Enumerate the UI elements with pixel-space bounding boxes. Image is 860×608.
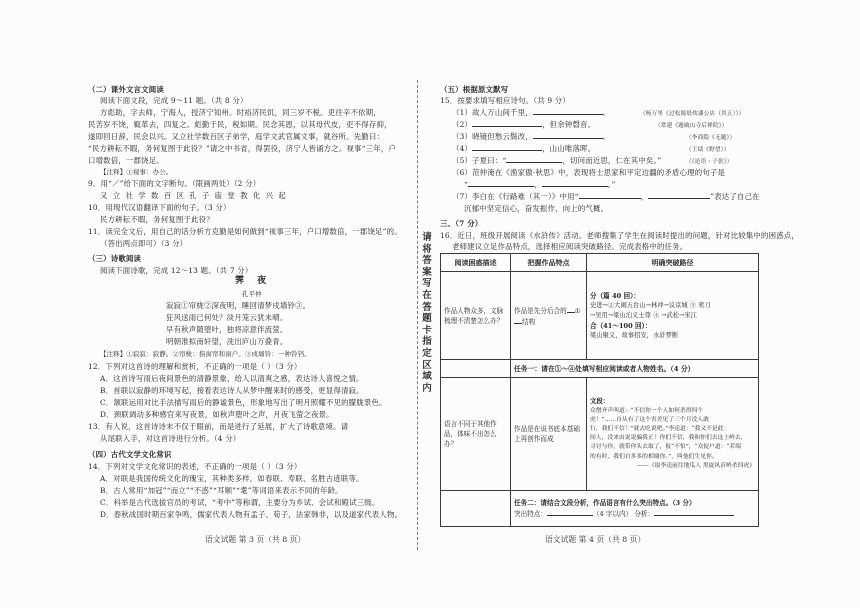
- table-row: [441, 272, 759, 360]
- task-one: 任务一：请在①～④处填写相应阅读或者人物姓名。（4 分）: [511, 360, 759, 378]
- row1-feature: 作品是先分后合的 ①结构: [511, 272, 587, 360]
- classical-text-line: 口增数倍，一郡饶足。: [88, 156, 164, 165]
- classical-text-line: 方彪助，字去师，宁海人，授济宁知州。时裕济民饥，同三岁不税。吏往辛不依期，: [100, 108, 381, 117]
- section-three-label: 三、（7 分）: [440, 219, 483, 228]
- right-page-footer: 语文试题 第 4 页（共 8 页）: [545, 535, 646, 544]
- question-14-option: C．科举是古代选拔官员的考试，“考中”等称谓，主要分为乡试、会试和殿试三级。: [100, 498, 380, 507]
- question-10-sentence: 民方耕耘不暇，务何复图于此役？: [100, 215, 214, 224]
- poem-line: 狂风送雨已何处？淡月笼云犹未晴。: [166, 313, 288, 322]
- question-12-option: A．这首诗写雨后夜间景色的清静景象，给人以清爽之感，表达诗人喜悦之情。: [100, 374, 364, 383]
- poem-line: 早有秋声随堕叶，独将凉意伴流萤。: [166, 325, 288, 334]
- q15-item-3-source: （李商隐《无题》）: [686, 135, 736, 141]
- q15-item-5-source: （《论语・子张》）: [686, 159, 733, 165]
- q15-item-1-source: （杨万里《过松源晨炊漆公店（其五）》）: [640, 111, 745, 117]
- question-12-option: C．颔联运用对比手法描写雨后的静谧景色，形象地写出了明月照耀不见的朦胧景色。: [100, 398, 387, 407]
- section-three-heading: （三）诗歌阅读: [88, 254, 142, 263]
- table-header-cell: 把握作品特点: [511, 254, 587, 272]
- reading-table: [440, 253, 759, 527]
- question-16-line: 16．近日，班级开展阅读《水浒传》活动。老师搜集了学生在阅读时提出的问题，针对比较集中的困惑点，: [440, 231, 799, 240]
- question-15: 15．按要求填写相应诗句。（共 9 分）: [440, 96, 570, 105]
- q15-item-2-source: （常建《题破山寺后禅院》）: [655, 123, 728, 129]
- section-two-heading: （二）课外文言文阅读: [88, 85, 164, 94]
- q15-item-6-answer: “ ， 。”: [464, 180, 616, 189]
- q15-item-3: （3）晓镜但愁云鬓改， 。: [452, 132, 611, 141]
- q15-item-4: （4） ，山山唯落晖。: [452, 144, 596, 153]
- page-divider: [417, 80, 418, 550]
- table-row: [441, 378, 759, 490]
- section-five-heading: （五）根据原文默写: [440, 85, 509, 94]
- section-two-instruction: 阅读下面文段，完成 9～11 题。（共 8 分）: [100, 96, 248, 105]
- question-10: 10．用现代汉语翻译下面的句子。（3 分）: [88, 203, 231, 212]
- q15-item-7-line: （7）李白在《行路难（其一）》中用“ ， ”表达了自己在: [452, 192, 760, 201]
- left-page-footer: 语文试题 第 3 页（共 8 页）: [205, 535, 306, 544]
- question-13-line: 13．有人说，这首诗诗末不仅于眼前，而是进行了延展，扩大了诗歌意境。请: [88, 422, 349, 431]
- row1-confusion: 作品人物众多，文脉梳理不清楚怎么办？: [441, 272, 511, 360]
- classical-text-line: “民方耕耘不暇，务何复图于此役？”请之中书省，得罢役，济宁人皆诵方之。视事“三年，户: [88, 144, 396, 153]
- poem-line: 寂寂①帘栊②深夜明，睡回清梦戍墙铃③。: [166, 301, 311, 310]
- question-12-option: B．首联以寂静的环境写起，接着表达诗人从梦中醒来时的感受，更显得清寂。: [100, 386, 364, 395]
- question-9: 9．用“／”给下面的文字断句。（限画两处）（2 分）: [88, 179, 261, 188]
- q15-item-1: （1）故人万山间千里， 。: [452, 108, 611, 117]
- section-three-instruction: 阅读下面诗歌，完成 12～13 题。（共 7 分）: [100, 266, 253, 275]
- q15-item-5: （5）子夏曰：“ ，切问而近思，仁在其中矣。”: [452, 156, 662, 165]
- question-12: 12．下列对这首诗的理解和赏析，不正确的一项是（ ）（3 分）: [88, 362, 302, 371]
- table-row: [441, 490, 759, 526]
- q15-item-7-line: 沉郁中坚定信心，奋发振作，向上的气概。: [464, 204, 609, 213]
- poem-line: 明朝准拟南轩望，洗出庐山万叠青。: [166, 337, 288, 346]
- table-header-cell: 明确突破路径: [587, 254, 759, 272]
- poem-notes: 【注释】①寂寂：寂静。②帘栊：指窗帘和窗户。③戍墙铃：一种铃铛。: [100, 350, 311, 358]
- poem-title: 霁 夜: [235, 276, 272, 286]
- question-14-option: B．古人常用“加冠”“而立”“不惑”“耳顺”“耄”等词语来表示不同的年龄。: [100, 486, 343, 495]
- row1-path: 分（篇 40 回）： 史进→②大闹五台山→林冲→议京城 ⑤ 卖刀 →吴用→梁山泊义士尊 ④ →武松→宋江 合（41～100 回）： 梁山聚义，故事招安，水浒梦断: [587, 272, 759, 360]
- question-13-line: 从尾联入手，对这首诗进行分析。（4 分）: [100, 434, 241, 443]
- classical-text-line: 民苦岁不饶，辄革去，四复之。彪勤于民，税如期。民念其恩，以其母代皮，吏不得存抑，: [88, 120, 392, 129]
- task-two: 任务二：请结合文段分析，作品语言有什么突出特点。（3 分） 突出特点： （4 字以内） 分析：: [511, 490, 759, 526]
- q15-item-6-line: （6）范仲淹在《渔家傲·秋思》中，表现将士思家和平定边疆的矛盾心理的句子是: [452, 168, 726, 177]
- row2-passage: 文段： 众僧齐声叫道：“不信你一个人如何杀得四个 虎！”……自从有了这个害差见了三个月没人敢 行，我们不信！”就去吃说吧。”李逵道：“我又不是此 间人，没来由说说骗我正！你们不信，我和你们去这上岭去， 寻讨与你，就带你头去取了，报“不怕”，“众捉户道：“若端 的有时，我们自多多的相谢你。”，叫他们生见你。 ——《取李逵前往地瓜人 黑旋风沂岭杀四虎》: [587, 378, 759, 490]
- classical-text-line: 遂即回日辞，民会以兴。又立社学数百区子弟学，庭学文武官属文事，就谷所。先勤曰：: [88, 132, 385, 141]
- question-14-option: A．对联是我国传统文化的瑰宝，其种类多样，如春联、寿联、名胜古迹联等。: [100, 474, 364, 483]
- question-16-line: 老师建议立足作品特点，选择相应阅读突破路径。完成表格中的任务。: [452, 242, 688, 251]
- row2-feature: 作品是在说书底本基础上再创作而成: [511, 378, 587, 490]
- question-11-line: （答出两点即可）（3 分）: [100, 239, 188, 248]
- table-row: [441, 360, 759, 378]
- question-14-option: D．春秋战国时期百家争鸣，儒家代表人物有孟子、荀子，法家韩非，以及道家代表人物。: [100, 510, 403, 519]
- q15-item-2: （2） ，但余钟磬音。: [452, 120, 596, 129]
- question-14: 14．下列对文学文化常识的表述，不正确的一项是（ ）（3 分）: [88, 462, 302, 471]
- question-12-option: D．颈联调动多种感官来写夜景，如秋声堕叶之声，月夜飞萤之夜景。: [100, 410, 334, 419]
- classical-note: 【注释】①视事：办公。: [100, 168, 173, 176]
- q15-item-4-source: （王绩《野望》）: [686, 147, 730, 153]
- section-four-heading: （四）古代文学文化常识: [88, 450, 172, 459]
- question-9-text: 又 立 社 学 数 百 区 孔 子 庙 堂 教 化 兴 起: [100, 191, 288, 200]
- answer-area-notice: 请将答案写在答题卡指定区域内: [422, 232, 432, 394]
- poem-author: 孔平仲: [242, 290, 262, 298]
- table-header-cell: 阅读困惑描述: [441, 254, 511, 272]
- row2-confusion: 语言不同于其他作品，体味不出怎么办？: [441, 378, 511, 490]
- table-header-row: [441, 254, 759, 272]
- question-11-line: 11．读完全文后，用自己的话分析方克勤是如何做到“视事三年，户口增数倍，一郡饶足”的。: [88, 227, 402, 236]
